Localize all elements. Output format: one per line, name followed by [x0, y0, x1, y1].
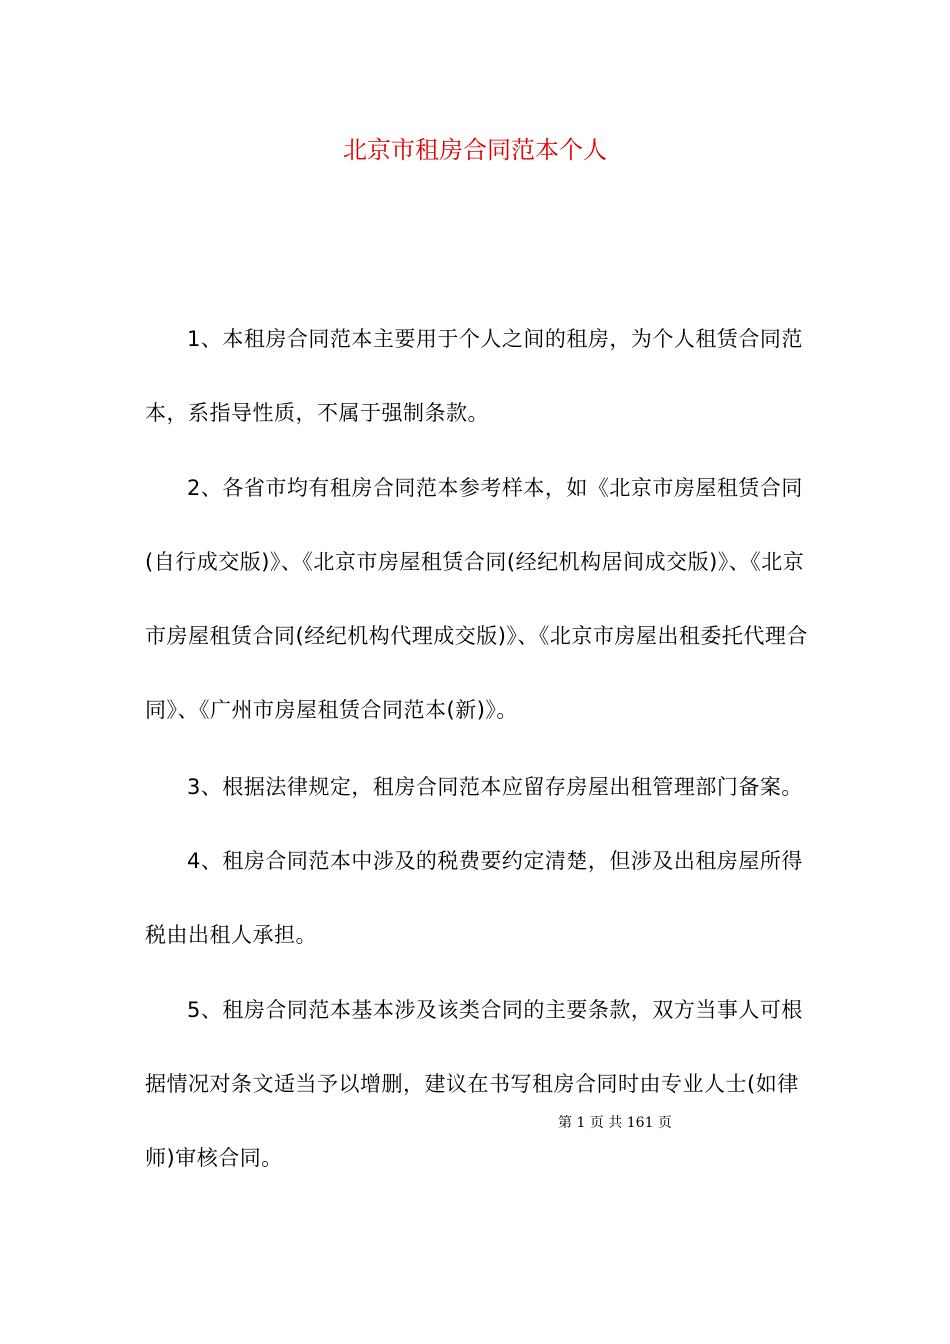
paragraph-1: 1、本租房合同范本主要用于个人之间的租房，为个人租赁合同范本，系指导性质，不属于强制条款。 — [145, 327, 803, 425]
page-footer: 第 1 页 共 161 页 — [558, 1115, 672, 1131]
paragraph-2: 2、各省市均有租房合同范本参考样本，如《北京市房屋租赁合同(自行成交版)》、《北京市房屋租赁合同(经纪机构居间成交版)》、《北京市房屋租赁合同(经纪机构代理成交版)》、《北京市房屋出租委托代理合同》、《广州市房屋租赁合同范本(新)》。 — [145, 476, 808, 722]
paragraph-4: 4、租房合同范本中涉及的税费要约定清楚，但涉及出租房屋所得税由出租人承担。 — [145, 849, 803, 947]
paragraph-3: 3、根据法律规定，租房合同范本应留存房屋出租管理部门备案。 — [187, 775, 803, 799]
document-title: 北京市租房合同范本个人 — [343, 136, 607, 164]
paragraph-5: 5、租房合同范本基本涉及该类合同的主要条款，双方当事人可根据情况对条文适当予以增删，建议在书写租房合同时由专业人士(如律师)审核合同。 — [145, 998, 803, 1170]
